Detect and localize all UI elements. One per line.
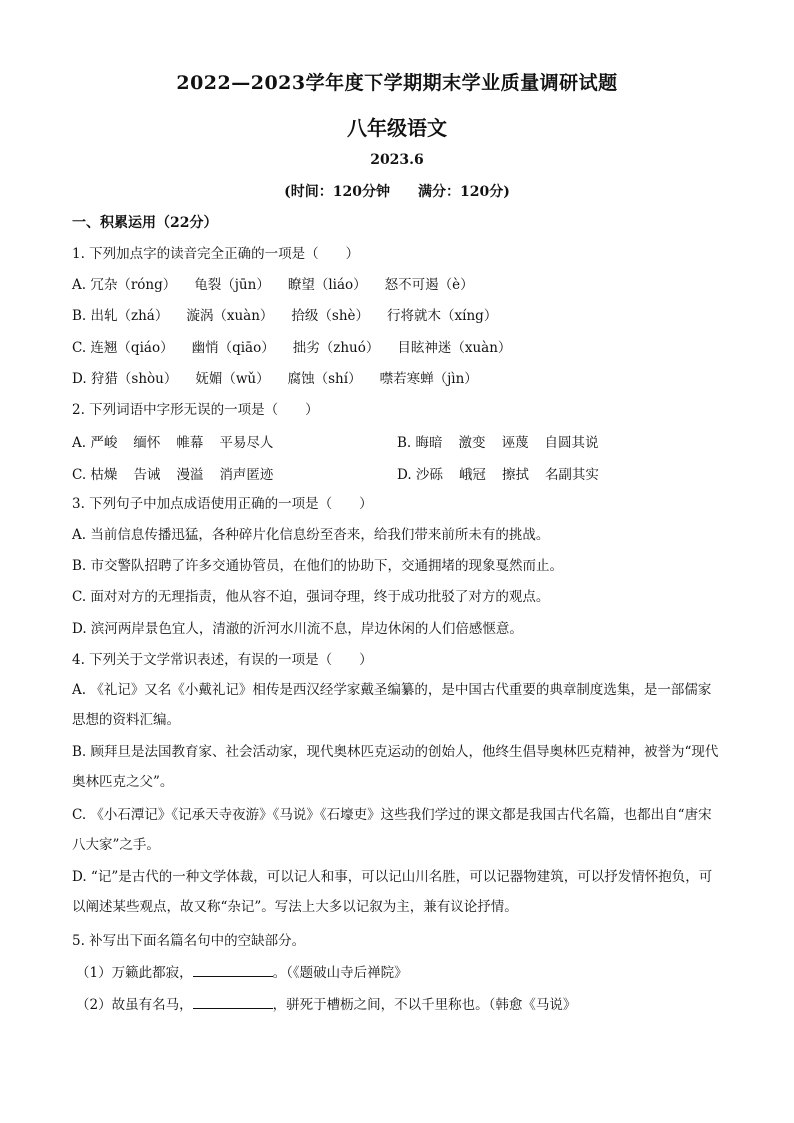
question-5-item-1: （1）万籁此都寂， 。（《题破山寺后禅院》 bbox=[76, 962, 408, 983]
exam-time-score bbox=[0, 181, 794, 201]
question-3-stem: 3. 下列句子中加点成语使用正确的一项是（ ） bbox=[72, 496, 373, 512]
question-4-stem: 4. 下列关于文学常识表述，有误的一项是（ ） bbox=[72, 652, 373, 668]
question-1-option-b: B. 出轧（zhá） 漩涡（xuàn） 拾级（shè） 行将就木（xíng） bbox=[72, 308, 498, 324]
question-2-option-c: C. 枯燥 告诫 漫溢 消声匿迹 bbox=[72, 467, 274, 483]
answer-blank-1[interactable] bbox=[193, 962, 273, 977]
question-2-option-d: D. 沙砾 峨冠 擦拭 名副其实 bbox=[397, 467, 599, 483]
question-4-option-a: A. 《礼记》又名《小戴礼记》相传是西汉经学家戴圣编纂的，是中国古代重要的典章制度选集，是一部儒家思想的资料汇编。 bbox=[72, 682, 712, 728]
exam-date: 2023.6 bbox=[370, 152, 424, 168]
section-heading: 一、积累运用（22分） bbox=[72, 215, 218, 231]
question-2-stem: 2. 下列词语中字形无误的一项是（ ） bbox=[72, 402, 319, 418]
question-5-item-2: （2）故虽有名马， ，骈死于槽枥之间，不以千里称也。（韩愈《马说》 bbox=[76, 994, 576, 1015]
question-1-stem: 1. 下列加点字的读音完全正确的一项是（ ） bbox=[72, 246, 360, 262]
question-1-option-d: D. 狩猎（shòu） 妩媚（wǔ） 腐蚀（shí） 噤若寒蝉（jìn） bbox=[72, 371, 478, 387]
question-2-option-b: B. 晦暗 激变 诬蔑 自圆其说 bbox=[397, 435, 599, 451]
question-4-option-b: B. 顾拜旦是法国教育家、社会活动家，现代奥林匹克运动的创始人，他终生倡导奥林匹克精神，被誉为“现代奥林匹克之父”。 bbox=[72, 744, 719, 790]
question-1-option-c: C. 连翘（qiáo） 幽悄（qiāo） 拙劣（zhuó） 目眩神迷（xuàn） bbox=[72, 340, 512, 356]
question-3-option-a: A. 当前信息传播迅猛，各种碎片化信息纷至沓来，给我们带来前所未有的挑战。 bbox=[72, 527, 550, 543]
question-4-option-d: D. “记”是古代的一种文学体裁，可以记人和事，可以记山川名胜，可以记器物建筑，可以抒发情怀抱负，可以阐述某些观点，故又称“杂记”。写法上大多以记叙为主，兼有议论抒情。 bbox=[72, 869, 713, 915]
exam-subject: 八年级语文 bbox=[347, 116, 447, 140]
question-1-option-a: A. 冗杂（róng） 龟裂（jūn） 瞭望（liáo） 怒不可遏（è） bbox=[72, 277, 474, 293]
exam-title: 2022—2023学年度下学期期末学业质量调研试题 bbox=[176, 72, 618, 94]
question-2-option-a: A. 严峻 缅怀 帷幕 平易尽人 bbox=[72, 435, 274, 451]
time-info: (时间：120分钟 bbox=[284, 184, 390, 200]
answer-blank-2[interactable] bbox=[193, 994, 273, 1009]
question-3-option-c: C. 面对对方的无理指责，他从容不迫，强词夺理，终于成功批驳了对方的观点。 bbox=[72, 589, 550, 605]
question-3-option-b: B. 市交警队招聘了许多交通协管员，在他们的协助下，交通拥堵的现象戛然而止。 bbox=[72, 558, 564, 574]
question-4-option-c: C. 《小石潭记》《记承天寺夜游》《马说》《石壕吏》这些我们学过的课文都是我国古代名篇，也都出自“唐宋八大家”之手。 bbox=[72, 807, 712, 853]
question-5-stem: 5. 补写出下面名篇名句中的空缺部分。 bbox=[72, 933, 306, 949]
score-info: 满分：120分) bbox=[418, 184, 510, 200]
question-3-option-d: D. 滨河两岸景色宜人，清澈的沂河水川流不息，岸边休闲的人们倍感惬意。 bbox=[72, 621, 523, 637]
